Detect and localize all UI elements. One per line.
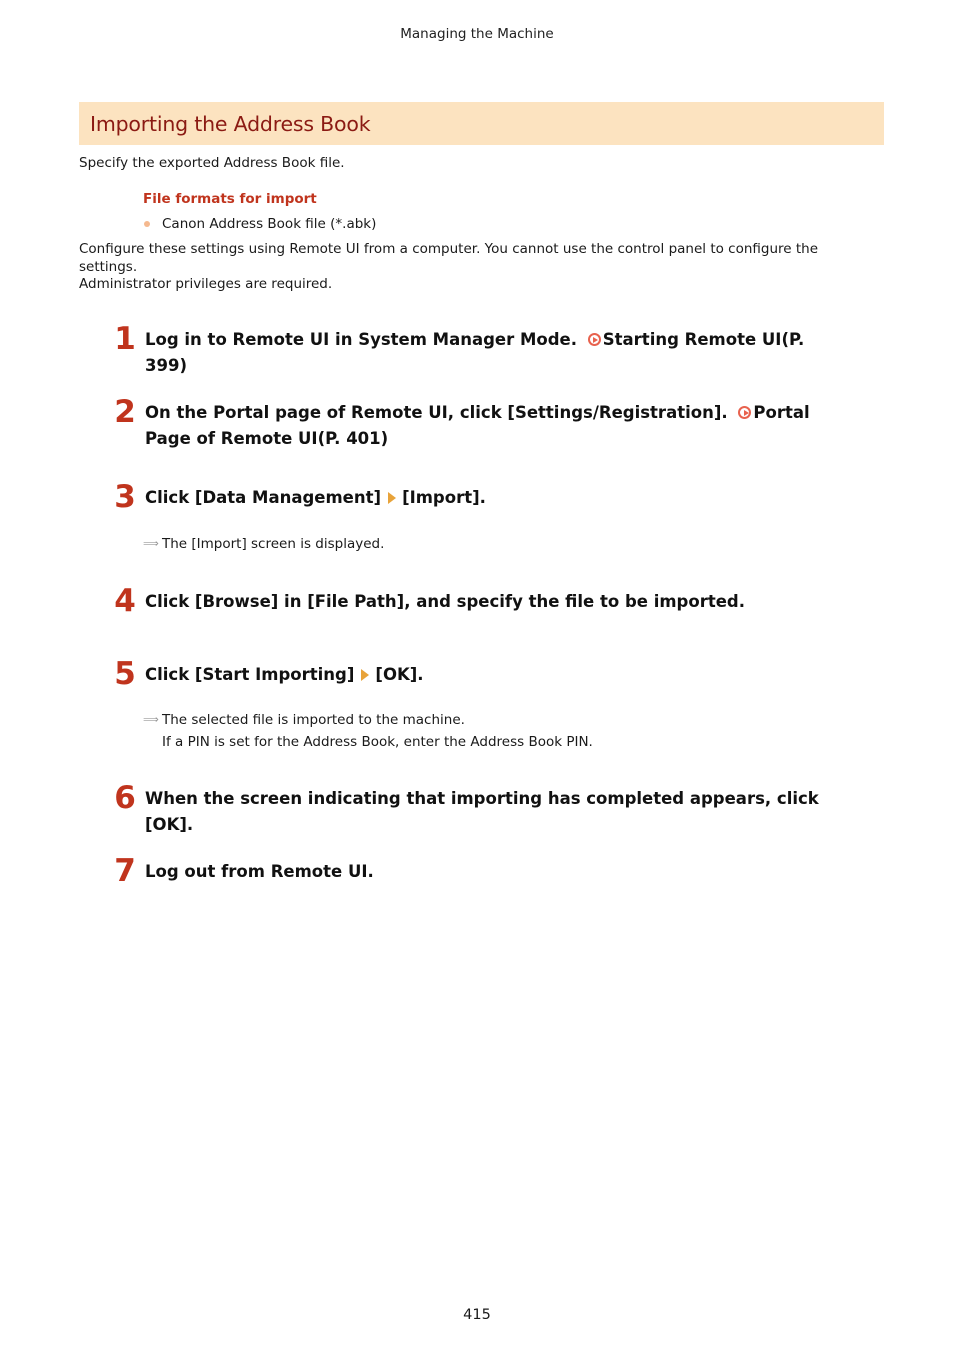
menu-arrow-icon [361,669,369,681]
note-line: Administrator privileges are required. [79,276,333,292]
step-instruction [145,485,852,511]
step-number: 6 [114,780,136,816]
page-number: 415 [463,1307,491,1323]
step-4 [112,583,852,619]
reference-link[interactable]: Starting Remote UI(P. 399) [145,330,805,375]
link-arrow-icon [588,333,601,346]
step-result [143,533,384,555]
list-item [143,216,376,232]
running-header: Managing the Machine [400,26,554,42]
step-number: 1 [114,321,136,357]
step-instruction: Log out from Remote UI. [145,862,374,881]
step-text: Click [Data Management] [145,488,382,507]
result-arrow-icon: ⟹ [143,537,157,550]
result-text: The [Import] screen is displayed. [162,536,385,552]
step-text: Click [Start Importing] [145,665,355,684]
step-5 [112,656,852,692]
note-line: Configure these settings using Remote UI from a computer. You cannot use the control panel to configure the settings. [79,241,819,275]
result-text: The selected file is imported to the machine. [162,712,465,728]
intro-text: Specify the exported Address Book file. [79,155,345,171]
step-3 [112,479,852,515]
step-number: 4 [114,583,136,619]
step-text: [Import]. [402,488,486,507]
step-result [143,709,593,753]
step-text: [OK]. [375,665,424,684]
bullet-icon [144,221,150,227]
step-instruction: Click [Browse] in [File Path], and specify the file to be imported. [145,592,745,611]
step-number: 5 [114,656,136,692]
result-subtext: If a PIN is set for the Address Book, enter the Address Book PIN. [162,734,593,750]
file-formats-heading: File formats for import [143,191,317,207]
page-title: Importing the Address Book [90,111,371,136]
step-text: On the Portal page of Remote UI, click [Settings/Registration]. [145,403,728,422]
step-7 [112,853,852,889]
note-block [79,241,869,294]
step-2 [112,394,852,452]
step-1 [112,321,852,379]
reference-link[interactable]: Portal Page of Remote UI(P. 401) [145,403,810,448]
step-number: 7 [114,853,136,889]
step-instruction [145,662,852,688]
step-instruction [145,400,835,452]
step-instruction: When the screen indicating that importing has completed appears, click [OK]. [145,789,819,834]
section-banner [79,102,884,145]
step-instruction [145,327,852,379]
step-6 [112,780,852,838]
file-format-label: Canon Address Book file (*.abk) [162,216,377,232]
menu-arrow-icon [388,492,396,504]
result-arrow-icon: ⟹ [143,713,157,726]
step-text: Log in to Remote UI in System Manager Mode. [145,330,578,349]
step-number: 3 [114,479,136,515]
step-number: 2 [114,394,136,430]
link-arrow-icon [738,406,751,419]
